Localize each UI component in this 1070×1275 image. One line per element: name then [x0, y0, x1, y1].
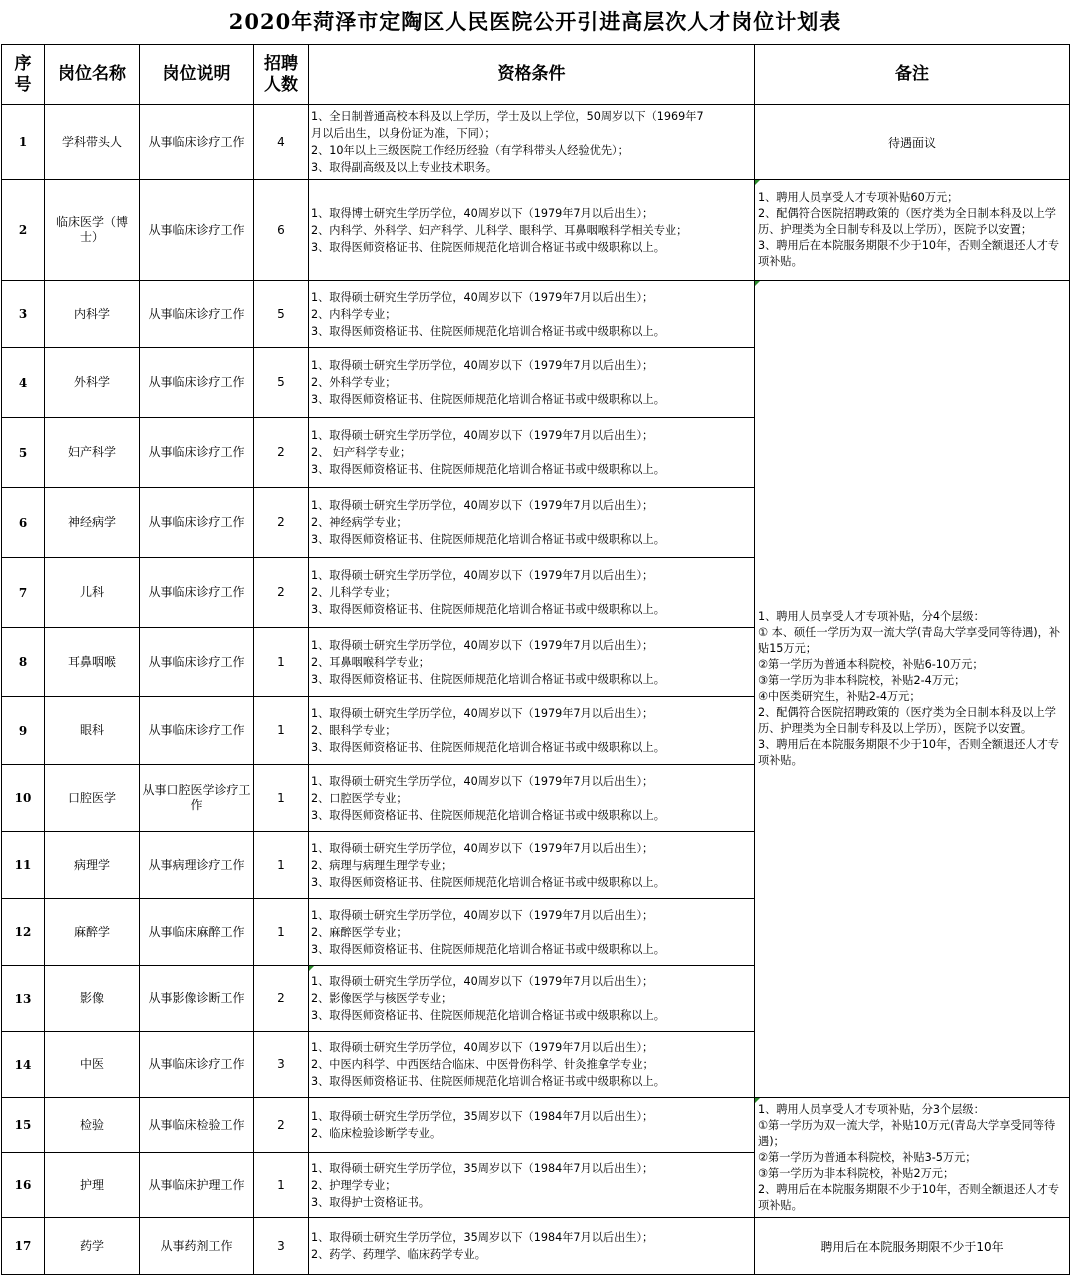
- row-seq: 3: [2, 281, 45, 348]
- hire-count: 6: [254, 180, 309, 281]
- header-remark: 备注: [755, 45, 1070, 105]
- position-desc: [140, 1153, 254, 1218]
- text-line: ① 本、硕任一学历为双一流大学(青岛大学享受同等待遇)，补贴15万元；: [758, 626, 1061, 655]
- position-name: [45, 558, 140, 628]
- text-line: 药学: [79, 1238, 104, 1253]
- text-line: 耳鼻咽喉: [67, 654, 116, 669]
- position-desc: [140, 1032, 254, 1098]
- text-line: 1、取得硕士研究生学历学位，35周岁以下（1984年7月以后出生）；: [311, 1110, 654, 1123]
- hire-count: 1: [254, 697, 309, 765]
- text-line: 2、口腔医学专业；: [311, 791, 408, 805]
- text-line: 口腔医学: [67, 790, 116, 805]
- text-line: 从事临床诊疗工作: [148, 306, 245, 321]
- qualifications: [309, 1098, 755, 1153]
- position-desc: [140, 1098, 254, 1153]
- position-desc: [140, 1218, 254, 1275]
- header-count: 招聘 人数: [254, 45, 309, 105]
- remark-cell: [755, 281, 1070, 1098]
- qualifications: [309, 899, 755, 966]
- qualifications: [309, 628, 755, 697]
- position-desc: [140, 697, 254, 765]
- text-line: 1、取得硕士研究生学历学位，40周岁以下（1979年7月以后出生）；: [311, 638, 654, 652]
- qualifications: [309, 966, 755, 1032]
- row-seq: 17: [2, 1218, 45, 1275]
- text-line: 护理: [79, 1177, 104, 1192]
- position-name: [45, 418, 140, 488]
- text-line: 1、聘用人员享受人才专项补贴，分4个层级：: [758, 610, 985, 623]
- position-name: [45, 1153, 140, 1218]
- text-line: ①第一学历为双一流大学，补贴10万元(青岛大学享受同等待遇)；: [758, 1118, 1056, 1148]
- qualifications: [309, 832, 755, 899]
- hire-count: 1: [254, 832, 309, 899]
- row-seq: 2: [2, 180, 45, 281]
- qualifications: [309, 348, 755, 418]
- text-line: 从事影像诊断工作: [148, 991, 245, 1005]
- text-line: ④中医类研究生，补贴2-4万元；: [758, 690, 921, 703]
- position-desc: [140, 348, 254, 418]
- text-line: 3、取得医师资格证书、住院医师规范化培训合格证书或中级职称以上。: [311, 741, 665, 754]
- text-line: 1、取得硕士研究生学历学位，40周岁以下（1979年7月以后出生）；: [311, 841, 654, 855]
- text-line: 从事临床诊疗工作: [148, 375, 245, 389]
- text-line: 2、中医内科学、中西医结合临床、中医骨伤科学、针灸推拿学专业；: [311, 1058, 654, 1071]
- text-line: 从事临床护理工作: [148, 1177, 245, 1192]
- qualifications: [309, 180, 755, 281]
- text-line: 1、取得硕士研究生学历学位，40周岁以下（1979年7月以后出生）；: [311, 975, 654, 988]
- position-desc: [140, 966, 254, 1032]
- position-name: [45, 697, 140, 765]
- text-line: 3、取得医师资格证书、住院医师规范化培训合格证书或中级职称以上。: [311, 672, 665, 686]
- row-seq: 6: [2, 488, 45, 558]
- position-desc: [140, 418, 254, 488]
- text-line: 从事药剂工作: [160, 1238, 233, 1253]
- text-line: 1、取得硕士研究生学历学位，40周岁以下（1979年7月以后出生）；: [311, 359, 654, 372]
- row-seq: 7: [2, 558, 45, 628]
- text-line: ②第一学历为普通本科院校，补贴6-10万元；: [758, 658, 984, 671]
- text-line: 1、取得硕士研究生学历学位，35周岁以下（1984年7月以后出生）；: [311, 1231, 654, 1244]
- qualifications: [309, 558, 755, 628]
- text-line: 从事病理诊疗工作: [148, 857, 245, 872]
- hire-count: 4: [254, 105, 309, 180]
- text-line: ③第一学历为非本科院校，补贴2万元；: [758, 1166, 955, 1180]
- position-desc: [140, 899, 254, 966]
- text-line: 神经病学: [67, 515, 116, 529]
- row-seq: 11: [2, 832, 45, 899]
- text-line: 3、聘用后在本院服务期限不少于10年，否则全额退还人才专项补贴。: [758, 239, 1060, 268]
- text-line: 3、取得医师资格证书、住院医师规范化培训合格证书或中级职称以上。: [311, 533, 665, 546]
- text-line: 3、取得医师资格证书、住院医师规范化培训合格证书或中级职称以上。: [311, 875, 665, 889]
- table-row: [2, 105, 1070, 180]
- remark-cell: 待遇面议: [755, 105, 1070, 180]
- hire-count: 2: [254, 558, 309, 628]
- hire-count: 2: [254, 966, 309, 1032]
- text-line: 2、护理学专业；: [311, 1178, 397, 1192]
- text-line: 2、病理与病理生理学专业；: [311, 858, 453, 872]
- text-line: 临床医学: [55, 215, 104, 229]
- text-line: （博士）: [79, 215, 129, 244]
- position-name: [45, 628, 140, 697]
- text-line: 内科学: [73, 306, 110, 321]
- text-line: 2、配偶符合医院招聘政策的（医疗类为全日制本科及以上学历、护理类为全日制专科及以上学历），医院予以安置。: [758, 706, 1056, 735]
- qualifications: [309, 488, 755, 558]
- text-line: ②第一学历为普通本科院校，补贴3-5万元；: [758, 1150, 977, 1164]
- table-row: [2, 180, 1070, 281]
- header-qual: 资格条件: [309, 45, 755, 105]
- position-name: [45, 488, 140, 558]
- text-line: 3、取得医师资格证书、住院医师规范化培训合格证书或中级职称以上。: [311, 942, 665, 956]
- position-desc: [140, 180, 254, 281]
- hire-count: 2: [254, 418, 309, 488]
- position-name: [45, 832, 140, 899]
- text-line: 2、眼科学专业；: [311, 724, 397, 737]
- text-line: 从事临床诊疗工作: [148, 222, 245, 237]
- text-line: 检验: [79, 1117, 104, 1132]
- position-name: [45, 1032, 140, 1098]
- remark-cell: [755, 180, 1070, 281]
- text-line: 工作: [190, 783, 251, 812]
- text-line: 从事临床诊疗工作: [148, 134, 245, 149]
- hire-count: 1: [254, 765, 309, 832]
- header-name: 岗位名称: [45, 45, 140, 105]
- position-name: [45, 180, 140, 281]
- qualifications: [309, 697, 755, 765]
- text-line: 2、药学、药理学、临床药学专业。: [311, 1248, 486, 1261]
- text-line: 从事临床诊疗工作: [148, 515, 245, 529]
- qualifications: [309, 418, 755, 488]
- text-line: 影像: [79, 991, 104, 1005]
- position-name: [45, 1218, 140, 1275]
- text-line: 2、耳鼻咽喉科学专业；: [311, 655, 430, 669]
- position-desc: [140, 105, 254, 180]
- row-seq: 14: [2, 1032, 45, 1098]
- qualifications: [309, 105, 755, 180]
- row-seq: 10: [2, 765, 45, 832]
- text-line: 从事临床诊疗工作: [148, 445, 245, 459]
- text-line: 1、取得硕士研究生学历学位，40周岁以下（1979年7月以后出生）；: [311, 290, 654, 304]
- text-line: 2、聘用后在本院服务期限不少于10年，否则全额退还人才专项补贴。: [758, 1182, 1060, 1212]
- text-line: 3、取得护士资格证书。: [311, 1195, 430, 1209]
- position-desc: [140, 832, 254, 899]
- text-line: 1、取得硕士研究生学历学位，40周岁以下（1979年7月以后出生）；: [311, 908, 654, 922]
- text-line: 从事临床检验工作: [148, 1117, 245, 1132]
- text-line: 2、影像医学与核医学专业；: [311, 992, 453, 1005]
- text-line: 月以后出生，以身份证为准，下同）；: [311, 127, 496, 140]
- text-line: 从事临床麻醉工作: [148, 924, 245, 939]
- position-name: [45, 765, 140, 832]
- text-line: 从事口腔医学诊疗: [142, 783, 239, 797]
- text-line: 1、取得硕士研究生学历学位，40周岁以下（1979年7月以后出生）；: [311, 569, 654, 582]
- text-line: 从事临床诊疗工作: [148, 1057, 245, 1071]
- position-desc: [140, 558, 254, 628]
- text-line: 3、取得医师资格证书、住院医师规范化培训合格证书或中级职称以上。: [311, 808, 665, 822]
- text-line: 1、取得硕士研究生学历学位，40周岁以下（1979年7月以后出生）；: [311, 774, 654, 788]
- hire-count: 1: [254, 628, 309, 697]
- hire-count: 5: [254, 348, 309, 418]
- text-line: 2、神经病学专业；: [311, 516, 408, 529]
- text-line: 1、取得硕士研究生学历学位，40周岁以下（1979年7月以后出生）；: [311, 429, 654, 442]
- position-desc: [140, 628, 254, 697]
- text-line: 从事临床诊疗工作: [148, 654, 245, 669]
- table-row: [2, 281, 1070, 348]
- row-seq: 15: [2, 1098, 45, 1153]
- position-desc: [140, 281, 254, 348]
- row-seq: 9: [2, 697, 45, 765]
- text-line: 病理学: [73, 857, 110, 872]
- hire-count: 1: [254, 1153, 309, 1218]
- remark-cell: 聘用后在本院服务期限不少于10年: [755, 1218, 1070, 1275]
- text-line: 2、 妇产科学专业；: [311, 446, 412, 459]
- text-line: 麻醉学: [73, 924, 110, 939]
- table-row: [2, 1098, 1070, 1153]
- text-line: 1、取得博士研究生学历学位，40周岁以下（1979年7月以后出生）；: [311, 206, 654, 220]
- hire-count: 2: [254, 488, 309, 558]
- hire-count: 3: [254, 1218, 309, 1275]
- text-line: 1、聘用人员享受人才专项补贴60万元；: [758, 191, 959, 204]
- text-line: 3、取得医师资格证书、住院医师规范化培训合格证书或中级职称以上。: [311, 1009, 665, 1022]
- header-row: [2, 45, 1070, 105]
- text-line: 3、取得医师资格证书、住院医师规范化培训合格证书或中级职称以上。: [311, 463, 665, 476]
- row-seq: 4: [2, 348, 45, 418]
- position-desc: [140, 765, 254, 832]
- text-line: 3、取得医师资格证书、住院医师规范化培训合格证书或中级职称以上。: [311, 1075, 665, 1088]
- text-line: 2、外科学专业；: [311, 376, 397, 389]
- hire-count: 5: [254, 281, 309, 348]
- text-line: 妇产科学: [67, 445, 116, 459]
- row-seq: 8: [2, 628, 45, 697]
- remark-cell: [755, 1098, 1070, 1218]
- text-line: 学科带头人: [61, 134, 122, 149]
- position-name: [45, 105, 140, 180]
- text-line: 3、聘用后在本院服务期限不少于10年，否则全额退还人才专项补贴。: [758, 738, 1060, 767]
- position-name: [45, 1098, 140, 1153]
- text-line: 3、取得医师资格证书、住院医师规范化培训合格证书或中级职称以上。: [311, 324, 665, 338]
- qualifications: [309, 281, 755, 348]
- text-line: 2、10年以上三级医院工作经历经验（有学科带头人经验优先）；: [311, 144, 629, 157]
- text-line: 2、内科学专业；: [311, 307, 397, 321]
- text-line: ③第一学历为非本科院校，补贴2-4万元；: [758, 674, 966, 687]
- position-desc: [140, 488, 254, 558]
- hire-count: 2: [254, 1098, 309, 1153]
- text-line: 1、取得硕士研究生学历学位，35周岁以下（1984年7月以后出生）；: [311, 1161, 654, 1175]
- text-line: 2、内科学、外科学、妇产科学、儿科学、眼科学、耳鼻咽喉科学相关专业；: [311, 223, 688, 237]
- text-line: 中医: [79, 1057, 104, 1071]
- text-line: 3、取得副高级及以上专业技术职务。: [311, 161, 498, 174]
- text-line: 1、取得硕士研究生学历学位，40周岁以下（1979年7月以后出生）；: [311, 499, 654, 512]
- text-line: 3、取得医师资格证书、住院医师规范化培训合格证书或中级职称以上。: [311, 393, 665, 406]
- table-row: [2, 1218, 1070, 1275]
- qualifications: [309, 1218, 755, 1275]
- hire-count: 1: [254, 899, 309, 966]
- header-desc: 岗位说明: [140, 45, 254, 105]
- text-line: 3、取得医师资格证书、住院医师规范化培训合格证书或中级职称以上。: [311, 603, 665, 616]
- qualifications: [309, 1032, 755, 1098]
- text-line: 外科学: [73, 375, 110, 389]
- text-line: 1、全日制普通高校本科及以上学历，学士及以上学位，50周岁以下（1969年7: [311, 110, 704, 123]
- position-name: [45, 348, 140, 418]
- text-line: 儿科: [79, 585, 104, 599]
- page-title: 2020年菏泽市定陶区人民医院公开引进高层次人才岗位计划表: [228, 9, 842, 34]
- text-line: 2、儿科学专业；: [311, 586, 397, 599]
- text-line: 眼科: [79, 723, 104, 737]
- row-seq: 16: [2, 1153, 45, 1218]
- text-line: 2、麻醉医学专业；: [311, 925, 408, 939]
- row-seq: 12: [2, 899, 45, 966]
- row-seq: 1: [2, 105, 45, 180]
- position-name: [45, 899, 140, 966]
- text-line: 从事临床诊疗工作: [148, 585, 245, 599]
- position-name: [45, 281, 140, 348]
- text-line: 3、取得医师资格证书、住院医师规范化培训合格证书或中级职称以上。: [311, 240, 665, 254]
- hire-count: 3: [254, 1032, 309, 1098]
- position-name: [45, 966, 140, 1032]
- row-seq: 5: [2, 418, 45, 488]
- text-line: 2、临床检验诊断学专业。: [311, 1127, 442, 1140]
- text-line: 从事临床诊疗工作: [148, 723, 245, 737]
- position-plan-table: [1, 44, 1070, 1275]
- qualifications: [309, 1153, 755, 1218]
- text-line: 1、取得硕士研究生学历学位，40周岁以下（1979年7月以后出生）；: [311, 1041, 654, 1054]
- text-line: 2、配偶符合医院招聘政策的（医疗类为全日制本科及以上学历、护理类为全日制专科及以上学历），医院予以安置；: [758, 207, 1056, 236]
- qualifications: [309, 765, 755, 832]
- header-seq: 序 号: [2, 45, 45, 105]
- text-line: 1、聘用人员享受人才专项补贴，分3个层级：: [758, 1102, 985, 1116]
- text-line: 1、取得硕士研究生学历学位，40周岁以下（1979年7月以后出生）；: [311, 707, 654, 720]
- row-seq: 13: [2, 966, 45, 1032]
